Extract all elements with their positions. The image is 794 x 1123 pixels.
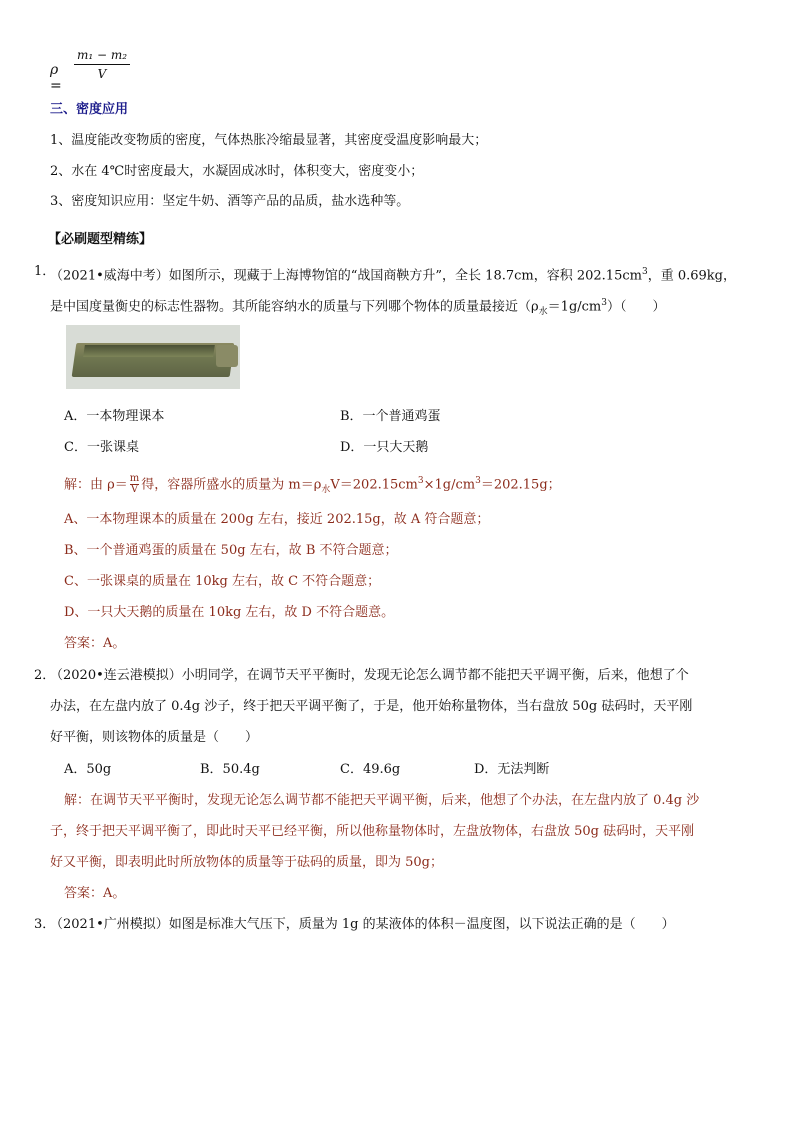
question-1-line1: （2021•威海中考）如图所示，现藏于上海博物馆的“战国商鞅方升”，全长 18.7cm，容积 $202.15cm^3$，重 0.69kg， <box>50 267 736 284</box>
vessel-handle <box>216 345 238 367</box>
question-3-number: 3． <box>34 917 56 932</box>
q1-option-a: A．一本物理课本 <box>64 409 165 424</box>
q1-analysis-d: D、一只大天鹅的质量在 10kg 左右，故 D 不符合题意。 <box>64 605 395 620</box>
q2-option-c: C．49.6g <box>340 762 401 777</box>
solution-fraction: $\frac{m}{V}$ <box>129 473 140 496</box>
question-2-number: 2． <box>34 668 56 683</box>
practice-title: 【必刷题型精练】 <box>48 232 153 247</box>
q2-answer: 答案：A。 <box>64 886 126 901</box>
section-title: 三、密度应用 <box>50 102 129 117</box>
question-2-line1: （2020•连云港模拟）小明同学，在调节天平平衡时，发现无论怎么调节都不能把天平调平衡，后来，他想了个 <box>50 668 689 683</box>
section-item-3: 3、密度知识应用：坚定牛奶、酒等产品的品质，盐水选种等。 <box>50 194 410 209</box>
question-1-number: 1． <box>34 264 56 279</box>
q1-analysis-a: A、一本物理课本的质量在 200g 左右，接近 202.15g，故 A 符合题意； <box>64 512 490 527</box>
q1-option-d: D．一只大天鹅 <box>340 440 429 455</box>
section-item-2: 2、水在 4℃时密度最大，水凝固成冰时，体积变大，密度变小； <box>50 164 424 179</box>
fraction-bar <box>74 64 130 65</box>
q2-option-a: A．50g <box>64 762 112 777</box>
formula-denominator: V <box>97 67 107 81</box>
question-2-line2: 办法，在左盘内放了 0.4g 沙子，终于把天平调平衡了，于是，他开始称量物体，当右盘放 50g 砝码时，天平刚 <box>50 699 693 714</box>
question-2-line3: 好平衡，则该物体的质量是（ ） <box>50 730 259 745</box>
q2-option-b: B．50.4g <box>200 762 260 777</box>
section-item-1: 1、温度能改变物质的密度，气体热胀冷缩最显著，其密度受温度影响最大； <box>50 133 488 148</box>
formula-numerator: m₁ − m₂ <box>76 48 128 62</box>
q1-solution: 解：由 $\rho= \frac{m}{V}$ 得，容器所盛水的质量为 $m=\rho_水V=202.15cm^3\times 1g/cm^3=202.15g$； <box>64 473 561 496</box>
q1-option-b: B．一个普通鸡蛋 <box>340 409 441 424</box>
question-1-line2: 是中国度量衡史的标志性器物。其所能容纳水的质量与下列哪个物体的质量最接近$(\rho_水=1g/cm^3)$（ ） <box>50 298 666 317</box>
q1-analysis-b: B、一个普通鸡蛋的质量在 50g 左右，故 B 不符合题意； <box>64 543 398 558</box>
q1-option-c: C．一张课桌 <box>64 440 139 455</box>
q1-analysis-c: C、一张课桌的质量在 10kg 左右，故 C 不符合题意； <box>64 574 381 589</box>
q2-solution-line2: 子，终于把天平调平衡了，即此时天平已经平衡，所以他称量物体时，左盘放物体，右盘放 50g 砝码时，天平刚 <box>50 824 695 839</box>
q2-option-d: D．无法判断 <box>474 762 550 777</box>
bronze-measuring-vessel-photo <box>66 325 240 389</box>
vessel-interior <box>83 345 215 357</box>
q1-answer: 答案：A。 <box>64 636 126 651</box>
formula-lhs: ρ = <box>50 62 62 94</box>
formula-fraction <box>74 48 130 81</box>
q2-solution-line3: 好又平衡，即表明此时所放物体的质量等于砝码的质量，即为 50g； <box>50 855 443 870</box>
question-3-line1: （2021•广州模拟）如图是标准大气压下，质量为 1g 的某液体的体积－温度图，以下说法正确的是（ ） <box>50 917 675 932</box>
q2-solution-line1: 解：在调节天平平衡时，发现无论怎么调节都不能把天平调平衡，后来，他想了个办法，在左盘内放了 0.4g 沙 <box>64 793 700 808</box>
